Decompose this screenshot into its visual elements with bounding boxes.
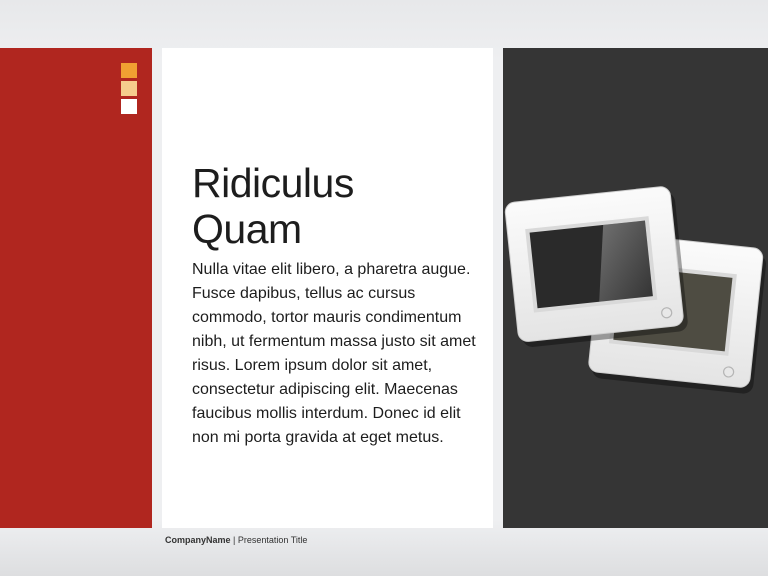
orange-square xyxy=(121,63,137,78)
title-line-1: Ridiculus xyxy=(192,160,354,206)
slide-title xyxy=(192,160,482,252)
title-line-2: Quam xyxy=(192,206,302,252)
decorative-squares xyxy=(121,63,137,117)
front-slide xyxy=(504,185,688,348)
light-orange-square xyxy=(121,81,137,96)
company-name: CompanyName xyxy=(165,535,231,545)
white-square xyxy=(121,99,137,114)
presentation-title: Presentation Title xyxy=(237,535,308,545)
footer-separator: | xyxy=(230,535,238,545)
slide-body-text: Nulla vitae elit libero, a pharetra augue. Fusce dapibus, tellus ac cursus commodo, tortor mauris condimentum nibh, ut fermentum massa justo sit amet risus. Lorem ipsum dolor sit amet, consectetur adipiscing elit. Maecenas faucibus mollis interdum. Donec id elit non mi porta gravida at eget metus. xyxy=(192,261,476,446)
footer xyxy=(165,535,307,545)
red-side-panel xyxy=(0,48,152,528)
photo-slides-icon xyxy=(503,48,768,528)
